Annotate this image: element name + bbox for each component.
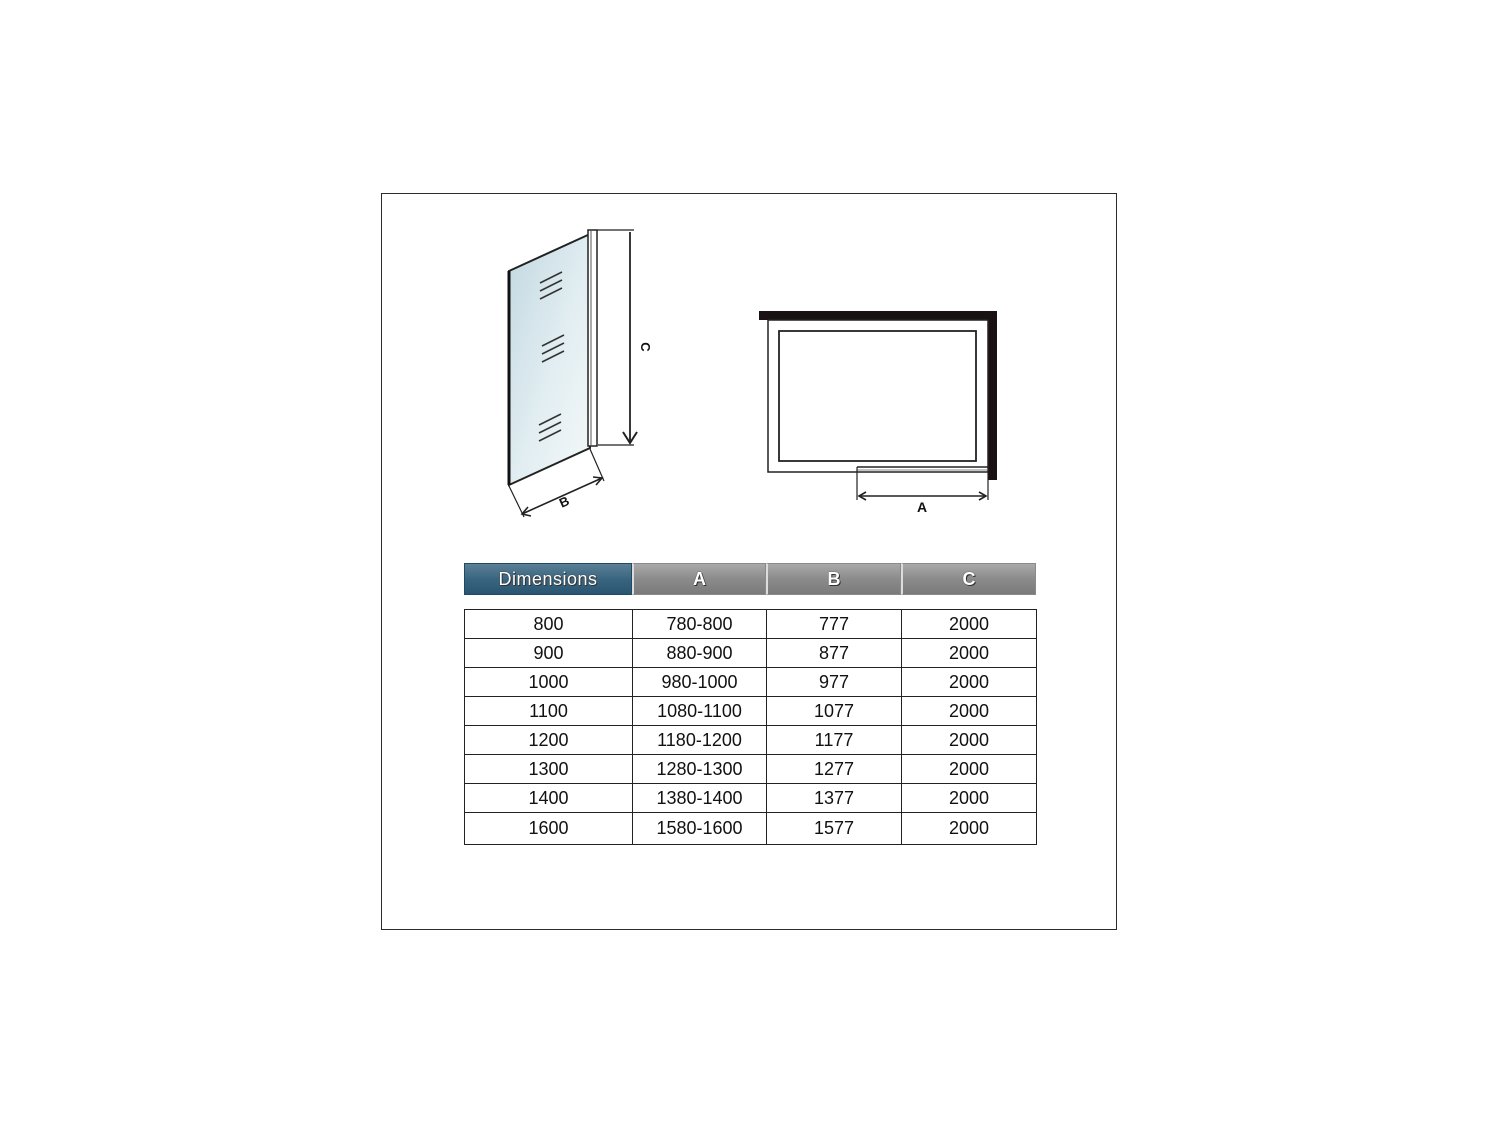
cell-dimension: 1600: [465, 813, 633, 845]
cell-c: 2000: [902, 639, 1037, 668]
cell-a: 1180-1200: [633, 726, 767, 755]
cell-c: 2000: [902, 813, 1037, 845]
table-row: [465, 697, 1037, 726]
cell-dimension: 1000: [465, 668, 633, 697]
cell-dimension: 1400: [465, 784, 633, 813]
cell-b: 1377: [767, 784, 902, 813]
cell-b: 977: [767, 668, 902, 697]
dimension-c: [597, 230, 637, 445]
cell-c: 2000: [902, 668, 1037, 697]
top-view-plan: [759, 311, 997, 480]
cell-dimension: 800: [465, 610, 633, 639]
dimension-c-label: C: [638, 342, 653, 352]
header-c: C: [901, 563, 1036, 595]
table-row: [465, 726, 1037, 755]
table-row: [465, 610, 1037, 639]
header-dimensions: Dimensions: [464, 563, 632, 595]
cell-b: 777: [767, 610, 902, 639]
header-a: A: [632, 563, 766, 595]
cell-a: 1280-1300: [633, 755, 767, 784]
cell-c: 2000: [902, 755, 1037, 784]
cell-b: 1577: [767, 813, 902, 845]
cell-a: 980-1000: [633, 668, 767, 697]
cell-dimension: 1200: [465, 726, 633, 755]
cell-c: 2000: [902, 726, 1037, 755]
cell-dimension: 900: [465, 639, 633, 668]
glass-panel: [509, 230, 597, 485]
table-row: [465, 784, 1037, 813]
table-row: [465, 668, 1037, 697]
cell-b: 1177: [767, 726, 902, 755]
table-row: [465, 639, 1037, 668]
table-row: [465, 755, 1037, 784]
cell-a: 1580-1600: [633, 813, 767, 845]
table-header: [464, 563, 1036, 595]
cell-dimension: 1300: [465, 755, 633, 784]
cell-c: 2000: [902, 697, 1037, 726]
cell-a: 880-900: [633, 639, 767, 668]
cell-a: 1080-1100: [633, 697, 767, 726]
table-row: [465, 813, 1037, 845]
dimension-a-label: A: [916, 499, 928, 515]
dimension-b-label: B: [556, 493, 572, 511]
cell-a: 1380-1400: [633, 784, 767, 813]
cell-dimension: 1100: [465, 697, 633, 726]
cell-a: 780-800: [633, 610, 767, 639]
cell-c: 2000: [902, 610, 1037, 639]
cell-b: 1077: [767, 697, 902, 726]
dimensions-table: [464, 609, 1037, 845]
header-b: B: [766, 563, 901, 595]
cell-b: 877: [767, 639, 902, 668]
cell-c: 2000: [902, 784, 1037, 813]
cell-b: 1277: [767, 755, 902, 784]
